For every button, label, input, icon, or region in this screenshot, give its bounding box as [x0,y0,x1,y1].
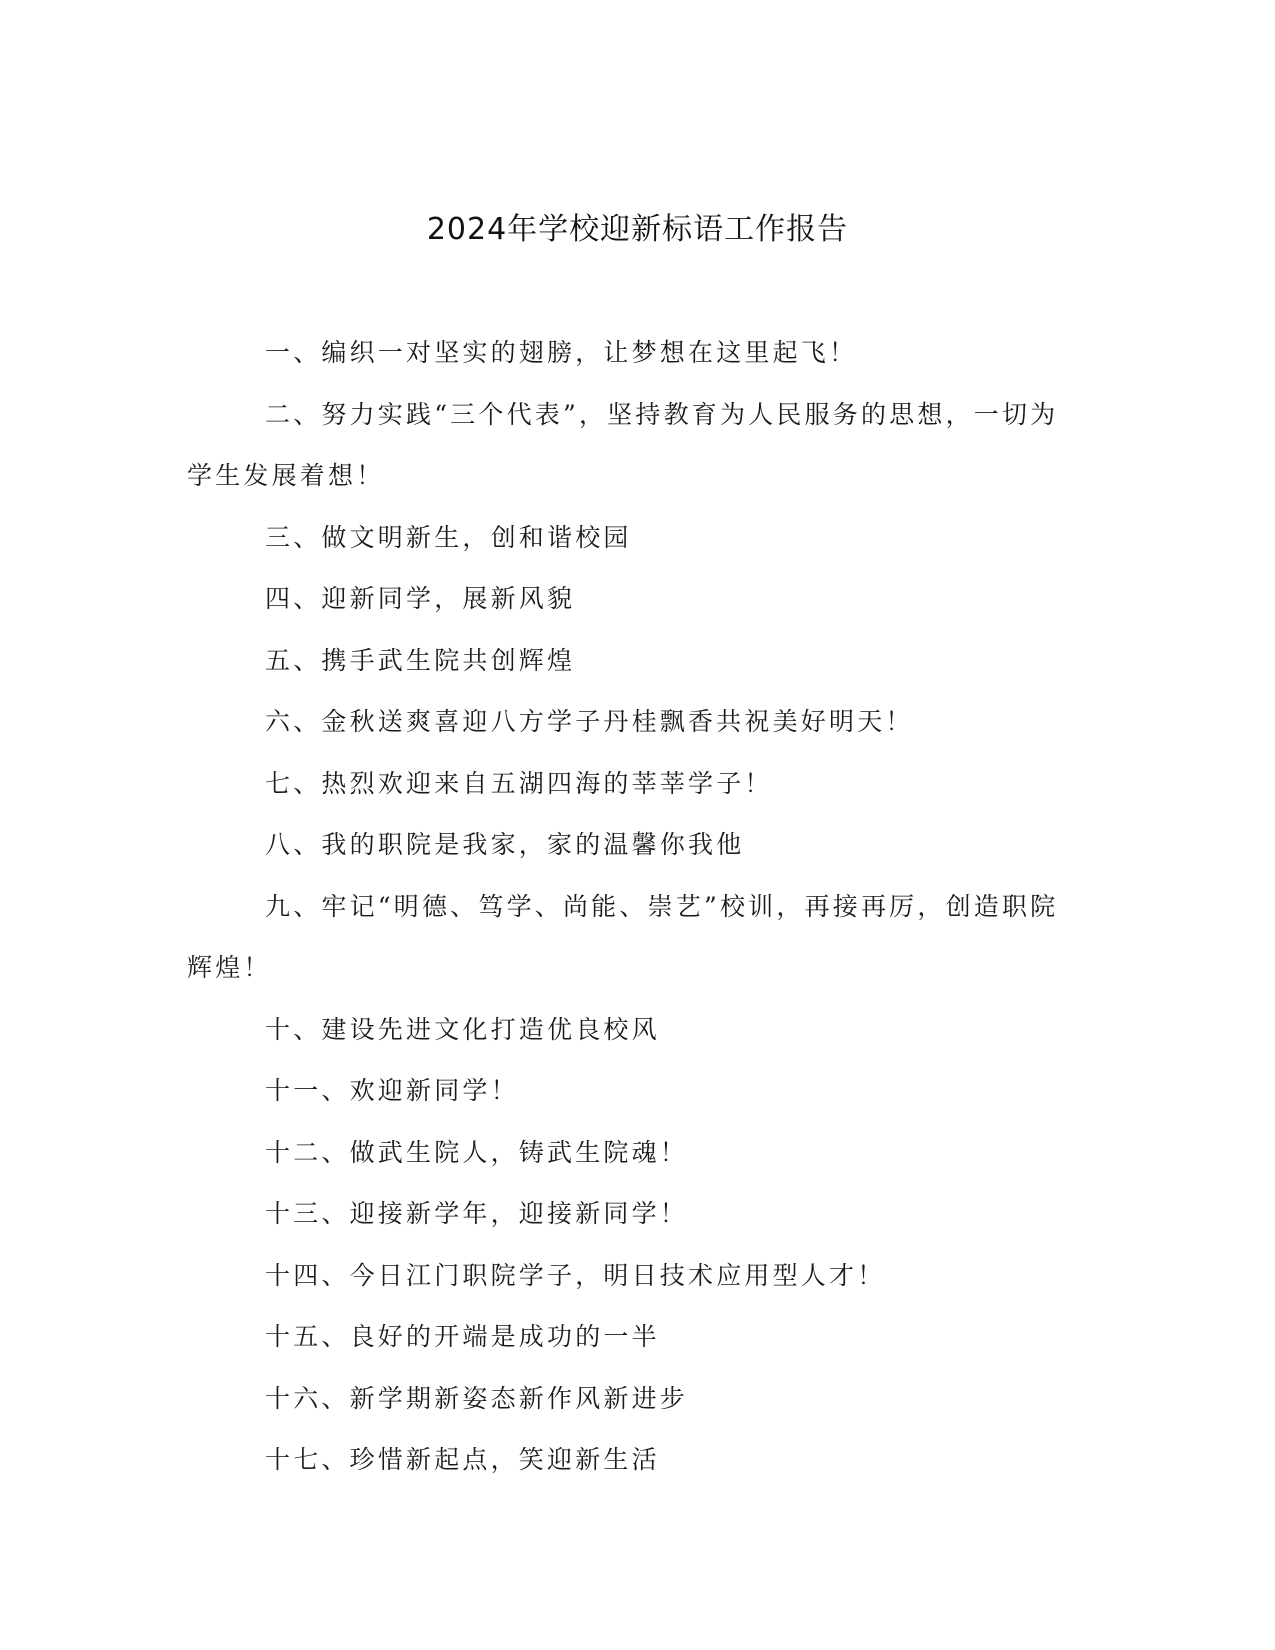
list-item: 七、热烈欢迎来自五湖四海的莘莘学子！ [265,768,773,798]
document-title: 2024年学校迎新标语工作报告 [426,212,849,247]
list-item: 六、金秋送爽喜迎八方学子丹桂飘香共祝美好明天！ [265,707,914,736]
list-item: 十三、迎接新学年，迎接新同学！ [265,1199,689,1228]
list-item: 四、迎新同学，展新风貌 [265,584,576,613]
list-item: 十七、珍惜新起点，笑迎新生活 [265,1445,660,1474]
list-item: 十二、做武生院人，铸武生院魂！ [265,1137,689,1167]
slogan-list [187,322,1067,1491]
list-item: 五、携手武生院共创辉煌 [265,645,576,675]
list-item: 九、牢记“明德、笃学、尚能、崇艺”校训，再接再厉，创造职院辉煌！ [187,891,1059,982]
list-item: 十四、今日江门职院学子，明日技术应用型人才！ [265,1260,886,1290]
list-item: 十六、新学期新姿态新作风新进步 [265,1383,689,1413]
list-item: 一、编织一对坚实的翅膀，让梦想在这里起飞！ [265,338,858,367]
list-item: 三、做文明新生，创和谐校园 [265,522,632,552]
list-item: 十一、欢迎新同学！ [265,1076,519,1105]
list-item: 十、建设先进文化打造优良校风 [265,1014,660,1044]
list-item: 十五、良好的开端是成功的一半 [265,1322,660,1351]
list-item: 二、努力实践“三个代表”，坚持教育为人民服务的思想，一切为学生发展着想！ [187,399,1059,490]
list-item: 八、我的职院是我家，家的温馨你我他 [265,830,745,859]
